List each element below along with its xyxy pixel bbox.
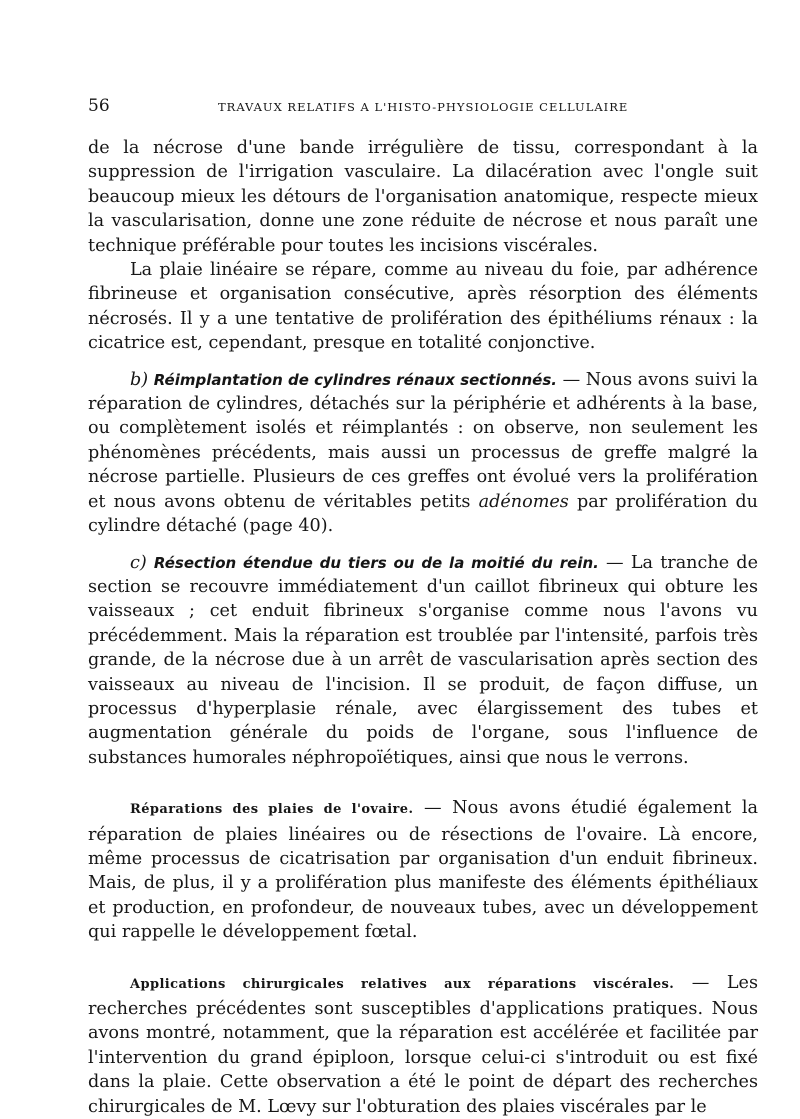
section-ovaire	[88, 796, 758, 944]
section-heading: Réimplantation de cylindres rénaux sectionnés.	[153, 370, 557, 389]
section-text-end: par prolifération du cylindre détaché (page 40).	[88, 491, 759, 537]
section-text: — Les recherches précédentes sont susceptibles d'applications pratiques. Nous avons montré, notamment, que la réparation est accélérée et facilitée par l'intervention du grand épiploon, lorsque celui-ci s'introduit ou est fixé dans la plaie. Cette observation a été le point de départ des recherches chirurgicales de M. Lœvy sur l'obturation des plaies viscérales par le	[88, 972, 758, 1117]
running-head: TRAVAUX RELATIFS A L'HISTO-PHYSIOLOGIE CELLULAIRE	[218, 100, 629, 114]
paragraph-necrose	[88, 136, 758, 258]
paragraph-text: de la nécrose d'une bande irrégulière de tissu, correspondant à la suppression de l'irrigation vasculaire. La dilacération avec l'ongle suit beaucoup mieux les détours de l'organisation anatomique, respecte mieux la vascularisation, donne une zone réduite de nécrose et nous paraît une technique préférable pour toutes les incisions viscérales.	[88, 138, 758, 256]
section-heading: Résection étendue du tiers ou de la moitié du rein.	[153, 553, 599, 572]
section-text: — Nous avons étudié également la réparation de plaies linéaires ou de résections de l'ovaire. Là encore, même processus de cicatrisation par organisation d'un enduit fibrineux. Mais, de plus, il y a prolifération plus manifeste des éléments épithéliaux et production, en profondeur, de nouveaux tubes, avec un développement qui rappelle le développement fœtal.	[88, 798, 758, 943]
paragraph-plaie-lineaire	[88, 258, 758, 356]
section-applications	[88, 971, 758, 1119]
section-c-resection	[88, 551, 758, 771]
paragraph-text: La plaie linéaire se répare, comme au niveau du foie, par adhérence fibrineuse et organisation consécutive, après résorption des éléments nécrosés. Il y a une tentative de prolifération des épithéliums rénaux : la cicatrice est, cependant, presque en totalité conjonctive.	[88, 260, 758, 354]
section-heading: Applications chirurgicales relatives aux réparations viscérales.	[130, 976, 675, 992]
page-header	[88, 96, 758, 116]
emphasis-term: adénomes	[478, 491, 569, 512]
page-number: 56	[88, 96, 110, 116]
section-label: c)	[130, 552, 147, 573]
section-b-reimplantation	[88, 368, 758, 539]
section-text: — Nous avons suivi la réparation de cylindres, détachés sur la périphérie et adhérents à la base, ou complètement isolés et réimplantés : on observe, non seulement les phénomènes précédents, mais aussi un processus de greffe malgré la nécrose partielle. Plusieurs de ces greffes ont évolué vers la prolifération et nous avons obtenu de véritables petits	[88, 369, 758, 512]
section-text: — La tranche de section se recouvre immédiatement d'un caillot fibrineux qui obture les vaisseaux ; cet enduit fibrineux s'organise comme nous l'avons vu précédemment. Mais la réparation est troublée par l'intensité, parfois très grande, de la nécrose due à un arrêt de vascularisation après section des vaisseaux au niveau de l'incision. Il se produit, de façon diffuse, un processus d'hyperplasie rénale, avec élargissement des tubes et augmentation générale du poids de l'organe, sous l'influence de substances humorales néphropoïétiques, ainsi que nous le verrons.	[88, 552, 758, 768]
section-heading: Réparations des plaies de l'ovaire.	[130, 802, 414, 818]
section-label: b)	[130, 369, 149, 390]
